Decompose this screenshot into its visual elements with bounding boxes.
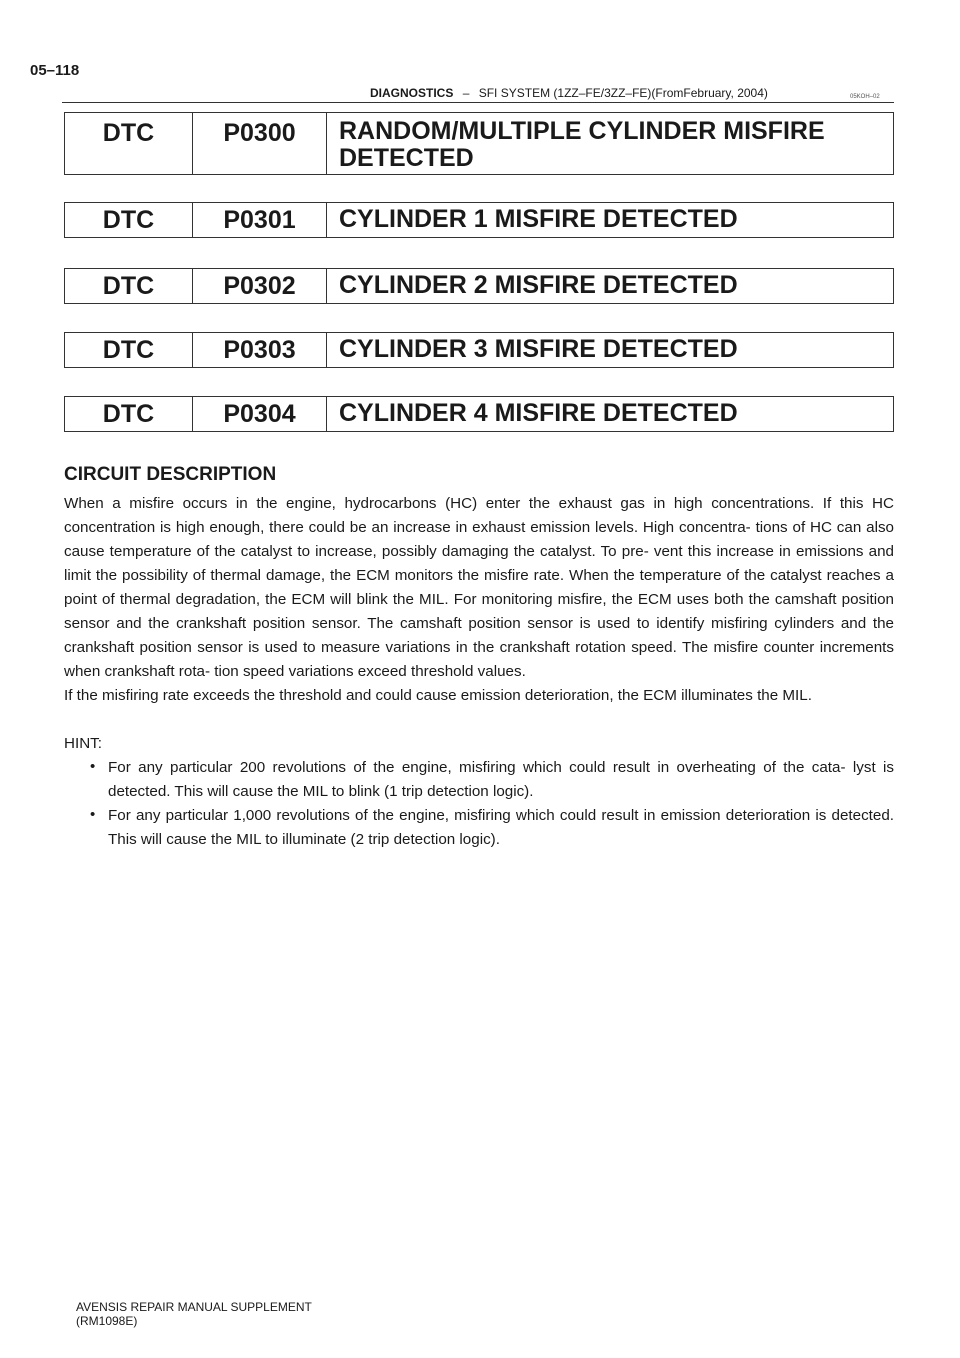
- footer-manual-title: AVENSIS REPAIR MANUAL SUPPLEMENT: [76, 1300, 312, 1314]
- hint-label: HINT:: [64, 735, 102, 752]
- header-subsection: SFI SYSTEM (1ZZ–FE/3ZZ–FE)(FromFebruary, 2004): [478, 86, 768, 100]
- dtc-title-line2: DETECTED: [339, 144, 474, 172]
- dtc-code: P0302: [193, 269, 327, 303]
- header-separator: –: [462, 86, 470, 100]
- dtc-title: CYLINDER 1 MISFIRE DETECTED: [339, 205, 738, 233]
- dtc-box-p0301: [64, 202, 894, 238]
- dtc-box-p0302: [64, 268, 894, 304]
- hint-bullet-1: For any particular 200 revolutions of the engine, misfiring which could result in overheating of the cata- lyst is detected. This will cause the MIL to blink (1 trip detection logic).: [108, 759, 894, 800]
- dtc-label: DTC: [65, 269, 193, 303]
- dtc-label: DTC: [65, 333, 193, 367]
- dtc-box-p0304: [64, 396, 894, 432]
- dtc-title: [327, 113, 893, 174]
- footer: [76, 1300, 312, 1328]
- dtc-label: DTC: [65, 397, 193, 431]
- bullet-dot: •: [90, 758, 96, 775]
- hint-bullet-2: For any particular 1,000 revolutions of the engine, misfiring which could result in emission deterioration is detected. This will cause the MIL to illuminate (2 trip detection logic).: [108, 807, 894, 848]
- dtc-title: CYLINDER 2 MISFIRE DETECTED: [339, 271, 738, 299]
- footer-manual-code: (RM1098E): [76, 1314, 138, 1328]
- dtc-title: CYLINDER 3 MISFIRE DETECTED: [339, 335, 738, 363]
- dtc-box-p0303: [64, 332, 894, 368]
- page-number: 05–118: [30, 62, 80, 79]
- header-section: DIAGNOSTICS: [370, 86, 454, 100]
- bullet-dot: •: [90, 806, 96, 823]
- dtc-code: P0300: [193, 113, 327, 174]
- circuit-paragraph-2: If the misfiring rate exceeds the threshold and could cause emission deterioration, the ECM illuminates the MIL.: [64, 687, 812, 704]
- header-doc-code: 05KOH–02: [850, 94, 880, 100]
- dtc-title-line1: RANDOM/MULTIPLE CYLINDER MISFIRE: [339, 117, 825, 145]
- header-rule: [62, 102, 894, 103]
- section-title: CIRCUIT DESCRIPTION: [64, 464, 277, 485]
- dtc-code: P0303: [193, 333, 327, 367]
- circuit-paragraph-1: When a misfire occurs in the engine, hydrocarbons (HC) enter the exhaust gas in high concentrations. If this HC concentration is high enough, there could be an increase in exhaust emission levels. High concentra- tions of HC can also cause temperature of the catalyst to increase, possibly damaging the catalyst. To pre- vent this increase in emissions and limit the possibility of thermal damage, the ECM monitors the misfire rate. When the temperature of the catalyst reaches a point of thermal degradation, the ECM will blink the MIL. For monitoring misfire, the ECM uses both the camshaft position sensor and the crankshaft position sensor. The camshaft position sensor is used to identify misfiring cylinders and the crankshaft position sensor is used to measure variations in the crankshaft rotation speed. The misfire counter increments when crankshaft rota- tion speed variations exceed threshold values.: [64, 495, 894, 680]
- dtc-box-p0300: [64, 112, 894, 175]
- dtc-label: DTC: [65, 113, 193, 174]
- dtc-title: CYLINDER 4 MISFIRE DETECTED: [339, 399, 738, 427]
- dtc-label: DTC: [65, 203, 193, 237]
- running-header: [370, 86, 768, 100]
- dtc-code: P0301: [193, 203, 327, 237]
- dtc-code: P0304: [193, 397, 327, 431]
